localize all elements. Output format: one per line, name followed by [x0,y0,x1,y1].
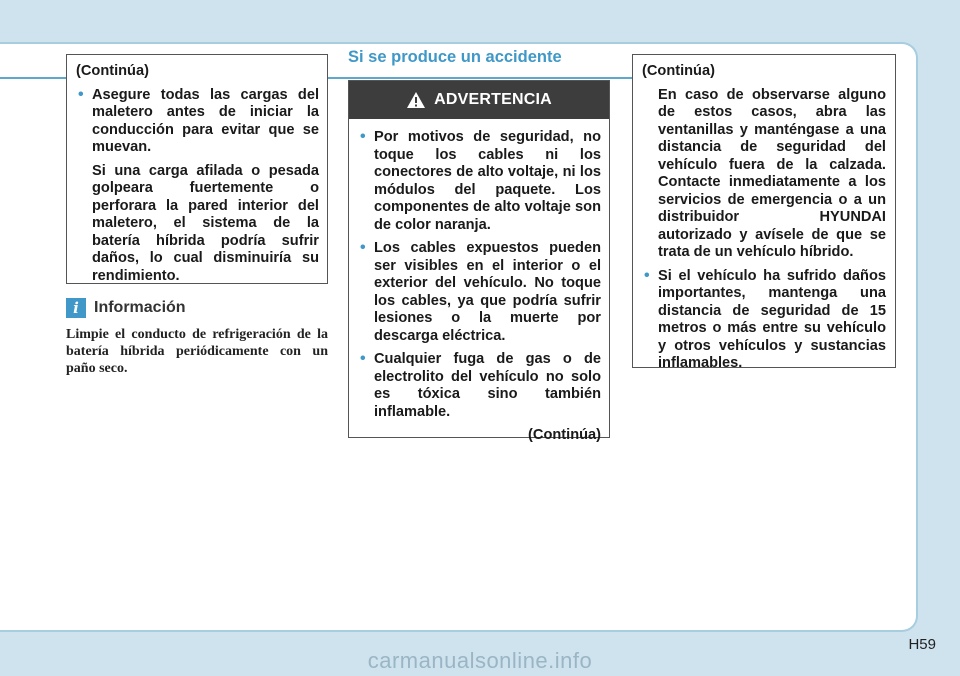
bullet-item [642,268,886,373]
info-heading [66,298,186,318]
bullet-text: Los cables expuestos pueden ser visibles en el interior o el exterior del vehículo. No toque los cables, ya que podría sufrir lesiones o la muerte por descarga eléctrica. [374,240,601,344]
bullet-dot-icon: • [644,266,650,284]
page-number: H59 [908,636,936,653]
continued-header: (Continúa) [642,63,715,79]
indented-paragraph: En caso de observarse alguno de estos casos, abra las ventanillas y manténgase a una distancia de seguridad del vehículo fuera de la calzada. Contacte inmediatamente a los servicios de emergencia o a un distribuidor HYUNDAI autorizado y avísele de que se trata de un vehículo híbrido. [658,86,886,260]
bullet-dot-icon: • [360,128,366,145]
left-continued-box [66,54,328,284]
right-continued-box [632,54,896,371]
continues-label: (Continúa) [528,427,601,443]
bullet-dot-icon: • [78,85,84,103]
bullet-dot-icon: • [360,239,366,256]
bullet-dot-icon: • [360,350,366,367]
info-title: Información [94,299,186,316]
warning-bullet [358,351,601,421]
warning-body [349,119,609,451]
bullet-text: Asegure todas las cargas del maletero antes de iniciar la conducción para evitar que se muevan. [92,86,319,155]
warning-box [348,80,610,443]
info-icon: i [66,298,86,318]
continued-header: (Continúa) [76,63,149,79]
section-title: Si se produce un accidente [348,48,562,66]
info-text: Limpie el conducto de refrigeración de la batería híbrida periódicamente con un paño seco. [66,327,328,376]
warning-bullet [358,129,601,234]
warning-header [349,81,609,119]
warning-title: ADVERTENCIA [434,91,552,108]
bullet-text: Por motivos de seguridad, no toque los cables ni los conectores de alto voltaje, ni los módulos del paquete. Los componentes de alto voltaje son de color naranja. [374,129,601,233]
watermark: carmanualsonline.info [367,648,593,673]
indented-paragraph: Si una carga afilada o pesada golpeara fuertemente o perforara la pared interior del maletero, el sistema de la batería híbrida podría sufrir daños, lo cual disminuiría su rendimiento. [92,162,319,284]
bullet-item [76,87,319,157]
warning-triangle-icon [406,91,426,109]
warning-bullet [358,240,601,345]
bullet-text: Cualquier fuga de gas o de electrolito del vehículo no solo es tóxica sino también inflamable. [374,351,601,420]
bullet-text: Si el vehículo ha sufrido daños importantes, mantenga una distancia de seguridad de 15 metros o más entre su vehículo y otros vehículos y sustancias inflamables. [658,267,886,371]
